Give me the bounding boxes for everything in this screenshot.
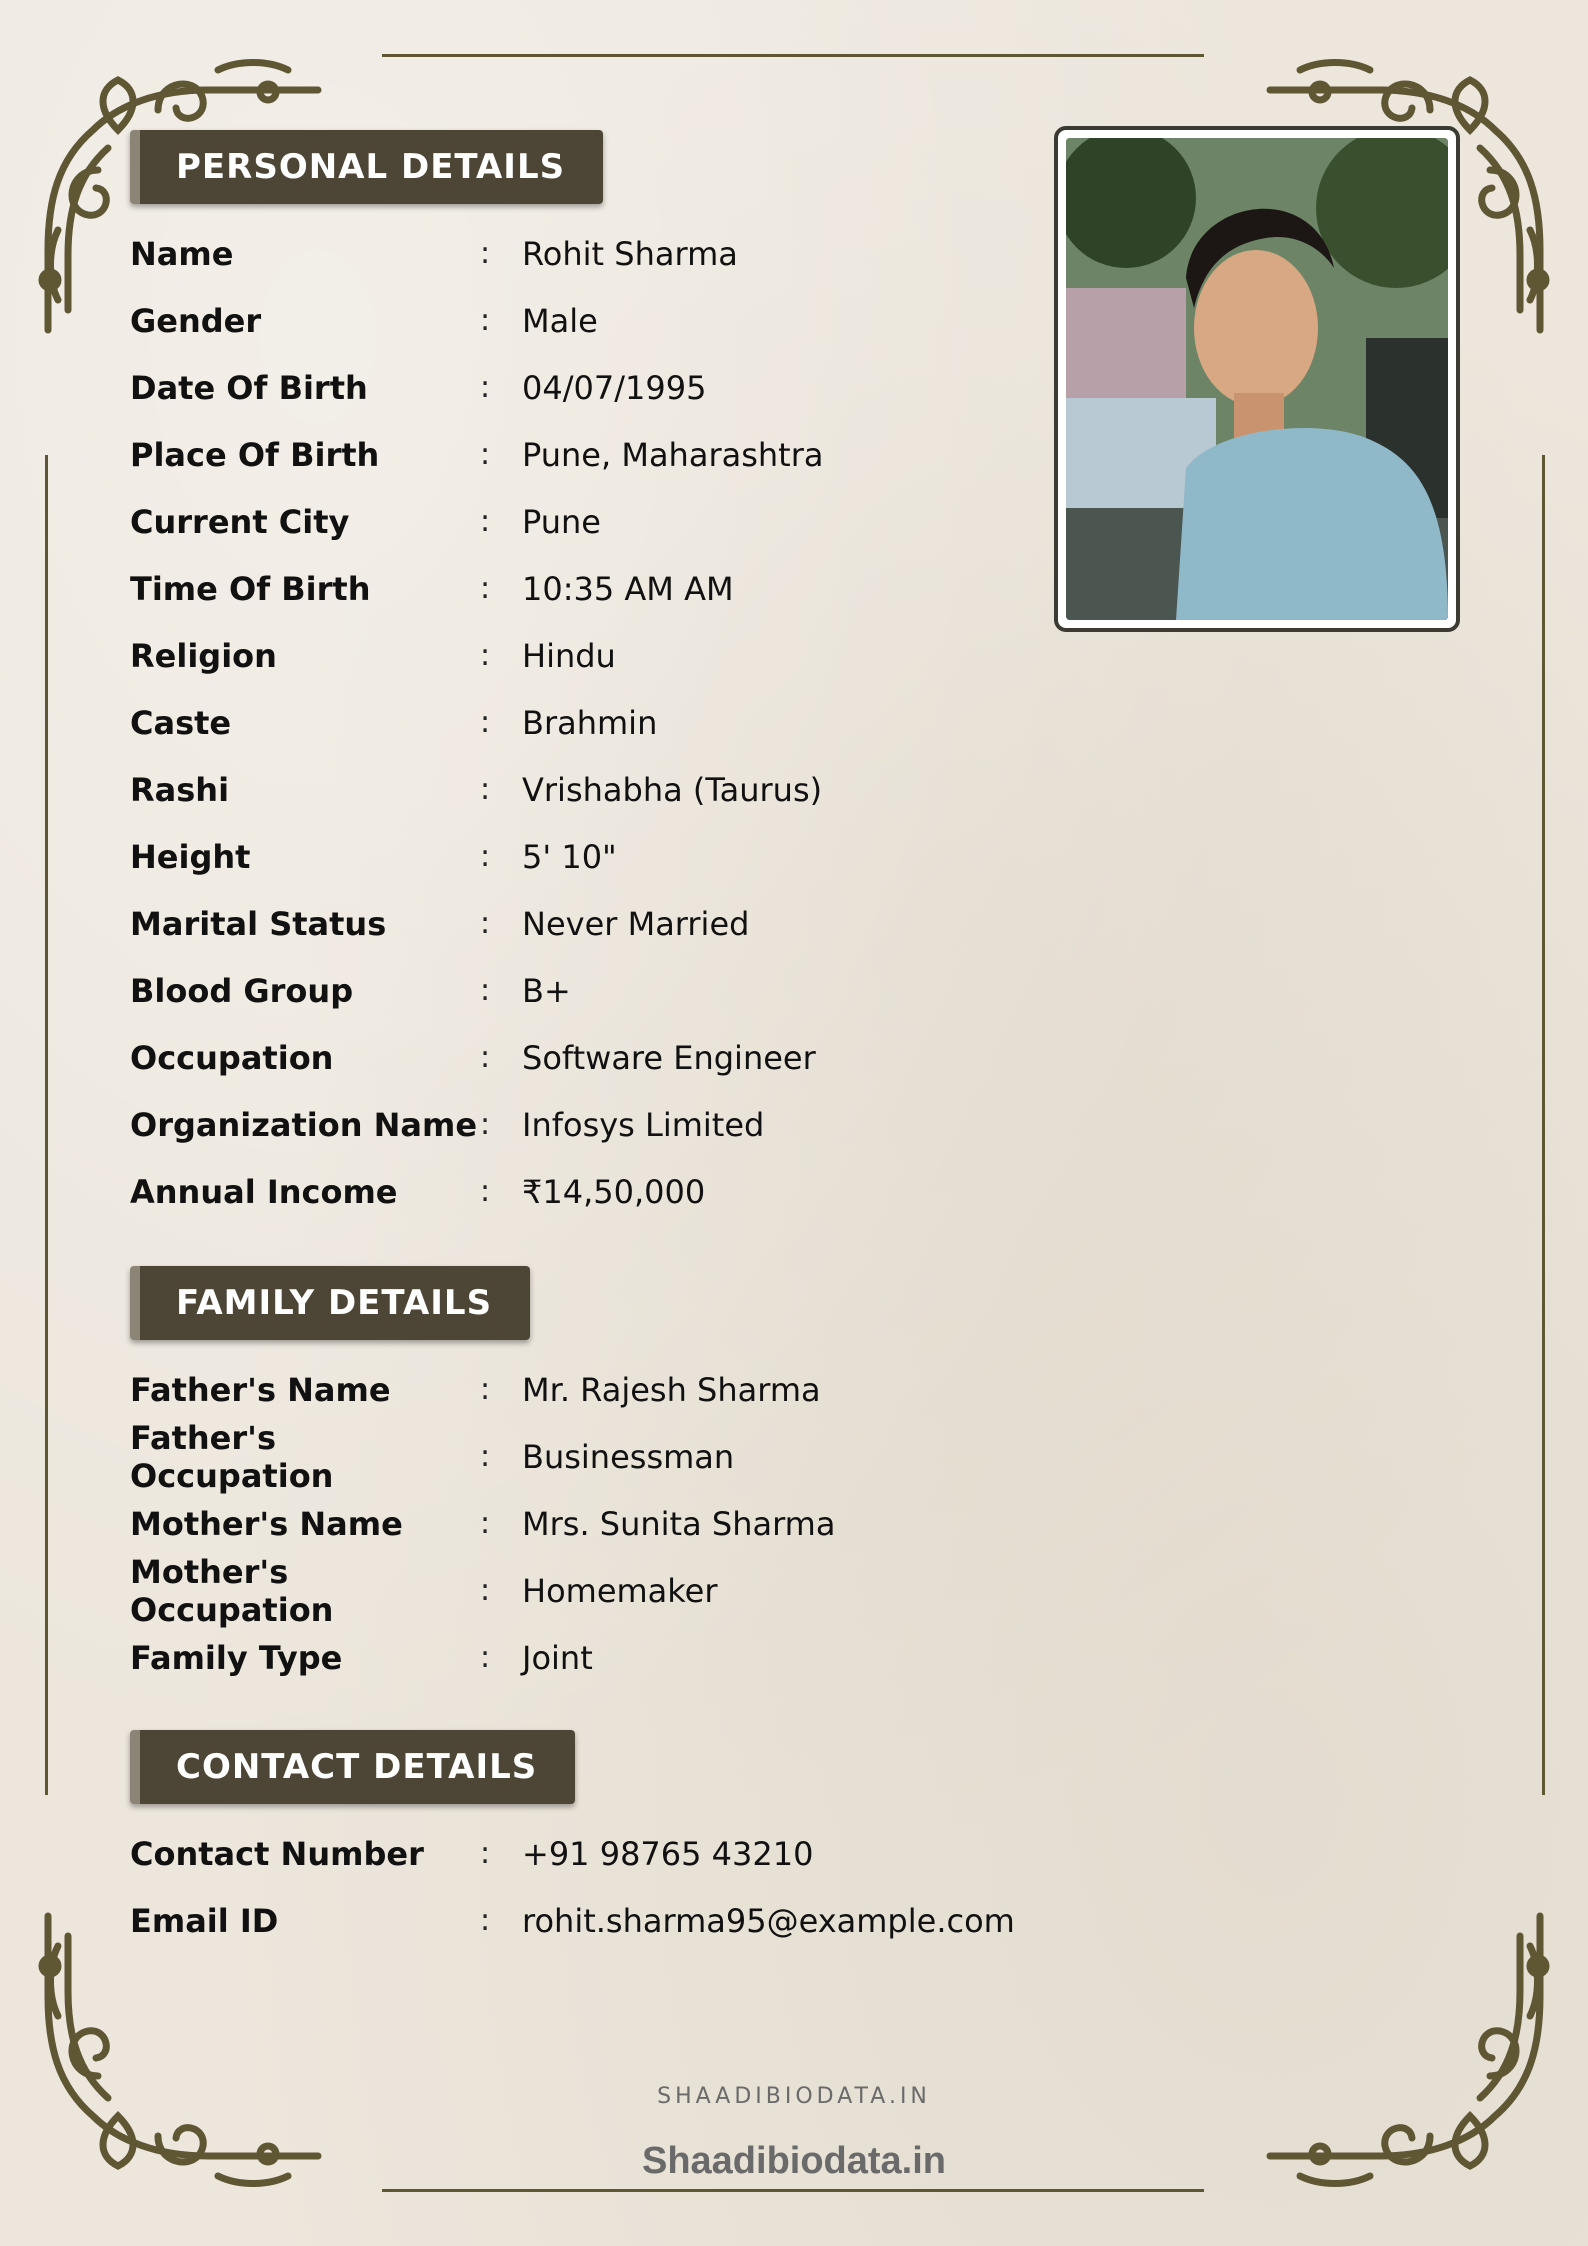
detail-row-caste (130, 689, 823, 756)
detail-value: ₹14,50,000 (522, 1172, 706, 1211)
detail-separator: : (480, 705, 491, 740)
detail-label: Rashi (130, 770, 230, 809)
detail-row-email-id (130, 1887, 1015, 1954)
detail-separator: : (480, 839, 491, 874)
detail-row-fathers-occupation (130, 1418, 835, 1495)
detail-row-rashi (130, 756, 823, 823)
detail-value: rohit.sharma95@example.com (522, 1901, 1015, 1940)
detail-row-annual-income (130, 1158, 823, 1225)
detail-row-gender (130, 287, 823, 354)
profile-photo-frame (1054, 126, 1460, 632)
detail-value: Rohit Sharma (522, 234, 738, 273)
personal-details-title: PERSONAL DETAILS (176, 147, 566, 187)
detail-value: Pune, Maharashtra (522, 435, 824, 474)
detail-row-place-of-birth (130, 421, 823, 488)
detail-row-current-city (130, 488, 823, 555)
left-border-line (45, 455, 48, 1795)
detail-separator: : (480, 1372, 491, 1407)
detail-label: Father's Occupation (130, 1418, 334, 1495)
detail-value: 5' 10" (522, 837, 617, 876)
detail-row-contact-number (130, 1820, 1015, 1887)
detail-separator: : (480, 504, 491, 539)
family-details-header (130, 1266, 530, 1340)
detail-label: Mother's Occupation (130, 1552, 334, 1629)
contact-details-header (130, 1730, 575, 1804)
detail-label: Time Of Birth (130, 569, 371, 608)
detail-row-fathers-name (130, 1356, 835, 1423)
detail-separator: : (480, 1040, 491, 1075)
detail-value: Homemaker (522, 1571, 718, 1610)
detail-label: Blood Group (130, 971, 354, 1010)
detail-label: Place Of Birth (130, 435, 380, 474)
detail-value: Mrs. Sunita Sharma (522, 1504, 836, 1543)
detail-row-blood-group (130, 957, 823, 1024)
right-border-line (1542, 455, 1545, 1795)
detail-value: Vrishabha (Taurus) (522, 770, 823, 809)
detail-value: Mr. Rajesh Sharma (522, 1370, 821, 1409)
family-details-title: FAMILY DETAILS (176, 1283, 493, 1323)
personal-details-list (130, 220, 823, 1225)
contact-details-list (130, 1820, 1015, 1954)
detail-label: Contact Number (130, 1834, 424, 1873)
detail-row-name (130, 220, 823, 287)
detail-value: Joint (522, 1638, 593, 1677)
detail-label: Father's Name (130, 1370, 391, 1409)
detail-row-religion (130, 622, 823, 689)
detail-value: Hindu (522, 636, 616, 675)
detail-separator: : (480, 1439, 491, 1474)
footer-brand-watermark: Shaadibiodata.in (641, 2140, 947, 2182)
detail-value: Male (522, 301, 598, 340)
detail-row-mothers-occupation (130, 1552, 835, 1629)
detail-label: Organization Name (130, 1105, 478, 1144)
detail-separator: : (480, 303, 491, 338)
detail-row-marital-status (130, 890, 823, 957)
top-border-line (382, 54, 1204, 57)
detail-row-time-of-birth (130, 555, 823, 622)
detail-separator: : (480, 236, 491, 271)
personal-details-header (130, 130, 603, 204)
detail-label: Gender (130, 301, 262, 340)
detail-row-occupation (130, 1024, 823, 1091)
detail-value: Never Married (522, 904, 750, 943)
detail-value: B+ (522, 971, 571, 1010)
detail-value: 10:35 AM AM (522, 569, 734, 608)
detail-separator: : (480, 1174, 491, 1209)
detail-separator: : (480, 1640, 491, 1675)
detail-value: +91 98765 43210 (522, 1834, 814, 1873)
detail-separator: : (480, 906, 491, 941)
detail-value: Pune (522, 502, 601, 541)
detail-value: Software Engineer (522, 1038, 816, 1077)
contact-details-title: CONTACT DETAILS (176, 1747, 538, 1787)
detail-value: Infosys Limited (522, 1105, 765, 1144)
profile-photo (1066, 138, 1448, 620)
detail-separator: : (480, 437, 491, 472)
detail-row-height (130, 823, 823, 890)
detail-separator: : (480, 1506, 491, 1541)
detail-separator: : (480, 638, 491, 673)
detail-label: Mother's Name (130, 1504, 403, 1543)
detail-label: Current City (130, 502, 350, 541)
detail-row-family-type (130, 1624, 835, 1691)
footer-site-caps: SHAADIBIODATA.IN (657, 2084, 931, 2109)
detail-separator: : (480, 571, 491, 606)
detail-label: Annual Income (130, 1172, 398, 1211)
detail-label: Caste (130, 703, 232, 742)
detail-label: Family Type (130, 1638, 343, 1677)
detail-separator: : (480, 1573, 491, 1608)
detail-value: Brahmin (522, 703, 658, 742)
family-details-list (130, 1356, 835, 1691)
detail-separator: : (480, 973, 491, 1008)
detail-label: Occupation (130, 1038, 334, 1077)
detail-value: Businessman (522, 1437, 735, 1476)
detail-separator: : (480, 1903, 491, 1938)
detail-label: Name (130, 234, 234, 273)
detail-row-date-of-birth (130, 354, 823, 421)
detail-separator: : (480, 1107, 491, 1142)
detail-separator: : (480, 1836, 491, 1871)
detail-row-organization-name (130, 1091, 823, 1158)
detail-separator: : (480, 370, 491, 405)
detail-separator: : (480, 772, 491, 807)
portrait-illustration (1066, 138, 1448, 620)
detail-value: 04/07/1995 (522, 368, 707, 407)
bottom-border-line (382, 2189, 1204, 2192)
detail-label: Email ID (130, 1901, 279, 1940)
detail-row-mothers-name (130, 1490, 835, 1557)
detail-label: Height (130, 837, 251, 876)
detail-label: Religion (130, 636, 277, 675)
detail-label: Marital Status (130, 904, 387, 943)
detail-label: Date Of Birth (130, 368, 368, 407)
